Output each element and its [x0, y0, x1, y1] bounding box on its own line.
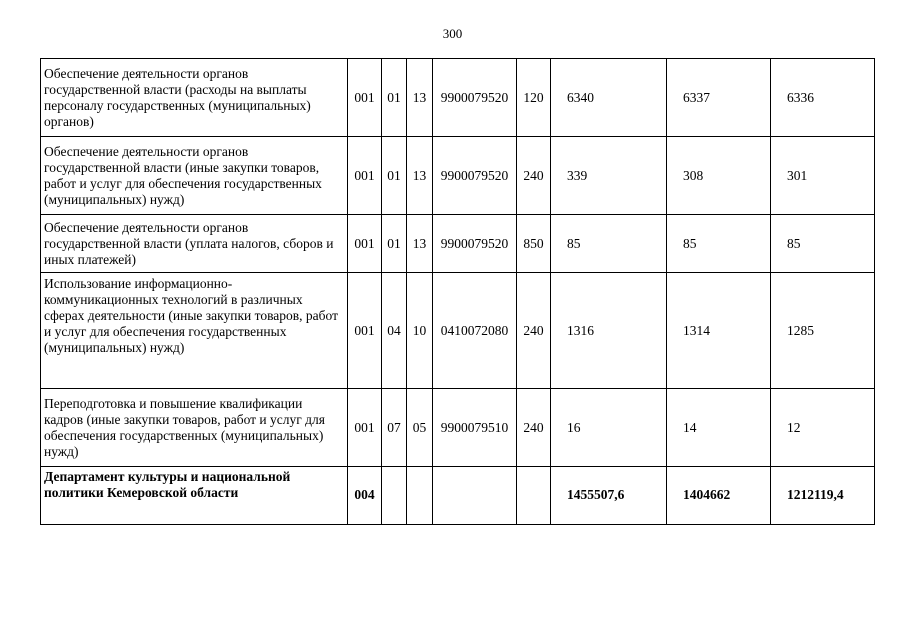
table-row [41, 137, 875, 215]
subsection-code: 13 [407, 215, 433, 273]
subsection-code: 10 [407, 273, 433, 389]
expense-type-code: 240 [517, 273, 551, 389]
amount-1: 6340 [551, 59, 667, 137]
amount-2: 6337 [667, 59, 771, 137]
expense-type-code: 850 [517, 215, 551, 273]
expense-type-code: 240 [517, 137, 551, 215]
section-code: 01 [382, 59, 407, 137]
ministry-code: 001 [348, 137, 382, 215]
department-name: Департамент культуры и национальной политики Кемеровской области [41, 467, 348, 525]
amount-3: 85 [771, 215, 875, 273]
row-name: Переподготовка и повышение квалификации кадров (иные закупки товаров, работ и услуг для обеспечения государственных (муниципальных) нужд) [41, 389, 348, 467]
amount-2: 1404662 [667, 467, 771, 525]
amount-3: 6336 [771, 59, 875, 137]
target-article-code [433, 467, 517, 525]
subsection-code: 13 [407, 137, 433, 215]
table-row [41, 59, 875, 137]
amount-2: 1314 [667, 273, 771, 389]
section-code: 01 [382, 137, 407, 215]
table-row [41, 273, 875, 389]
subsection-code: 13 [407, 59, 433, 137]
amount-1: 85 [551, 215, 667, 273]
target-article-code: 9900079520 [433, 137, 517, 215]
table-row-department-total [41, 467, 875, 525]
row-name: Обеспечение деятельности органов государственной власти (иные закупки товаров, работ и услуг для обеспечения государственных (муниципальных) нужд) [41, 137, 348, 215]
expense-type-code: 120 [517, 59, 551, 137]
row-name: Обеспечение деятельности органов государственной власти (расходы на выплаты персоналу государственных (муниципальных) органов) [41, 59, 348, 137]
row-name: Использование информационно-коммуникационных технологий в различных сферах деятельности (иные закупки товаров, работ и услуг для обеспечения государственных (муниципальных) нужд) [41, 273, 348, 389]
ministry-code: 001 [348, 59, 382, 137]
target-article-code: 0410072080 [433, 273, 517, 389]
amount-3: 1212119,4 [771, 467, 875, 525]
table-row [41, 389, 875, 467]
target-article-code: 9900079510 [433, 389, 517, 467]
subsection-code: 05 [407, 389, 433, 467]
amount-3: 301 [771, 137, 875, 215]
target-article-code: 9900079520 [433, 215, 517, 273]
section-code [382, 467, 407, 525]
section-code: 01 [382, 215, 407, 273]
amount-3: 12 [771, 389, 875, 467]
amount-1: 16 [551, 389, 667, 467]
subsection-code [407, 467, 433, 525]
ministry-code: 001 [348, 389, 382, 467]
page-number: 300 [442, 26, 463, 41]
ministry-code: 004 [348, 467, 382, 525]
section-code: 07 [382, 389, 407, 467]
amount-3: 1285 [771, 273, 875, 389]
target-article-code: 9900079520 [433, 59, 517, 137]
expense-type-code [517, 467, 551, 525]
row-name: Обеспечение деятельности органов государственной власти (уплата налогов, сборов и иных платежей) [41, 215, 348, 273]
amount-2: 308 [667, 137, 771, 215]
amount-1: 1316 [551, 273, 667, 389]
amount-2: 14 [667, 389, 771, 467]
expense-type-code: 240 [517, 389, 551, 467]
amount-1: 339 [551, 137, 667, 215]
table-row [41, 215, 875, 273]
ministry-code: 001 [348, 215, 382, 273]
ministry-code: 001 [348, 273, 382, 389]
amount-2: 85 [667, 215, 771, 273]
budget-table [40, 58, 875, 525]
amount-1: 1455507,6 [551, 467, 667, 525]
section-code: 04 [382, 273, 407, 389]
